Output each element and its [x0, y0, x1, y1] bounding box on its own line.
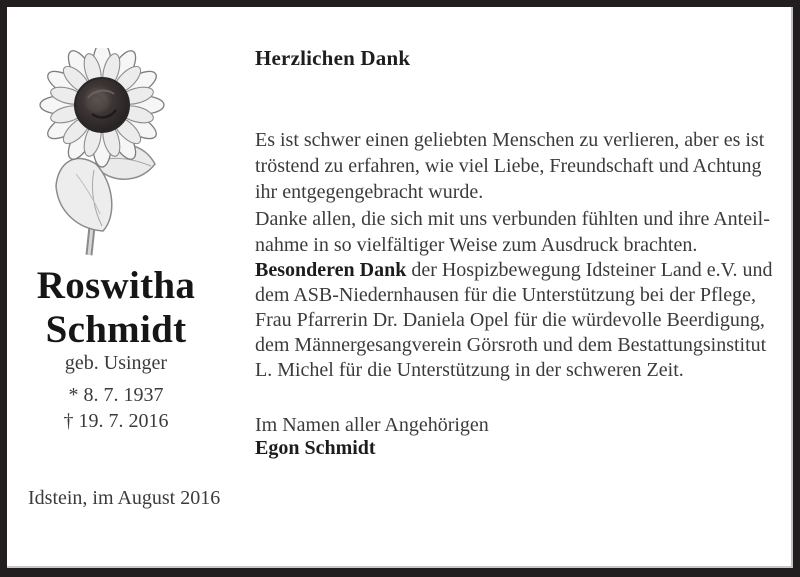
death-date: † 19. 7. 2016 [63, 410, 169, 432]
signoff-name: Egon Schmidt [255, 437, 376, 459]
signoff-block [255, 414, 489, 460]
maiden-name: geb. Usinger [64, 352, 168, 374]
paragraph-line: ihr entgegengebracht wurde. [255, 181, 484, 203]
signoff-line: Im Namen aller Angehörigen [255, 414, 489, 436]
paragraph-line: Frau Pfarrerin Dr. Daniela Opel für die würdevolle Beerdigung, [255, 309, 765, 331]
paragraph-line: dem ASB-Niedernhausen für die Unterstützung bei der Pflege, [255, 284, 756, 306]
deceased-first-name: Roswitha [36, 264, 196, 307]
special-thanks-lead: Besonderen Dank [255, 259, 407, 281]
deceased-name [8, 264, 224, 352]
paragraph-special-thanks [255, 258, 785, 383]
special-thanks-lead-rest: der Hospizbewegung Idsteiner Land e.V. und [406, 259, 773, 281]
sunflower-illustration [36, 48, 176, 256]
paragraph-line: L. Michel für die Unterstützung in der schweren Zeit. [255, 359, 684, 381]
paragraph-line: tröstend zu erfahren, wie viel Liebe, Freundschaft und Achtung [255, 155, 762, 177]
paragraph-condolence [255, 127, 785, 205]
paragraph-line: dem Männergesangverein Görsroth und dem Bestattungsinstitut [255, 334, 767, 356]
place-and-date: Idstein, im August 2016 [28, 487, 221, 509]
notice-title: Herzlichen Dank [255, 46, 411, 70]
paragraph-line: nahme in so vielfältiger Weise zum Ausdruck brachten. [255, 234, 698, 256]
deceased-last-name: Schmidt [45, 308, 187, 351]
paragraph-thanks-all [255, 206, 785, 258]
paragraph-line [255, 258, 785, 283]
paragraph-line: Danke allen, die sich mit uns verbunden fühlten und ihre Anteil- [255, 208, 770, 230]
paragraph-line: Es ist schwer einen geliebten Menschen zu verlieren, aber es ist [255, 129, 765, 151]
birth-date: * 8. 7. 1937 [68, 384, 164, 406]
